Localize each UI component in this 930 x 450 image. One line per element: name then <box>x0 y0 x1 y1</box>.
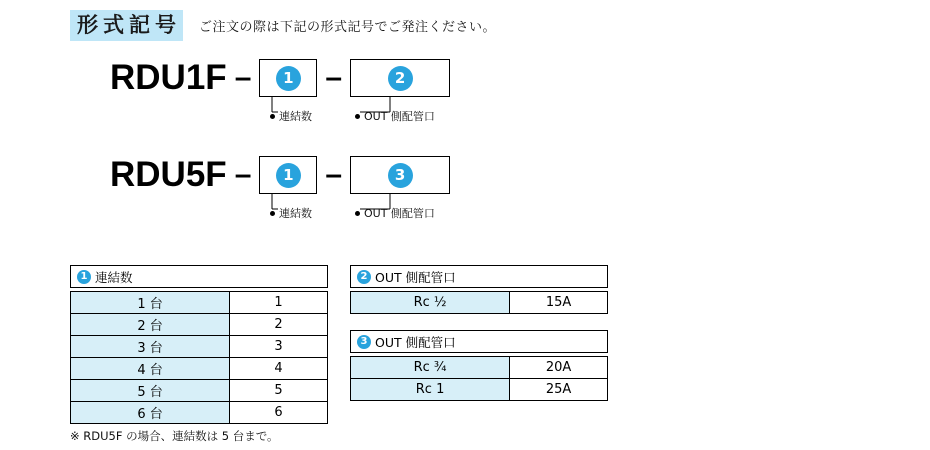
callout-rdu1f-slot1 <box>270 108 312 124</box>
table-out-port-3-header <box>350 330 608 353</box>
table-cell-value: 5 <box>230 380 328 402</box>
page-title-char-1: 形 <box>77 13 98 37</box>
circle-number-3-icon: 3 <box>388 163 413 188</box>
bullet-icon <box>270 211 275 216</box>
table-row <box>71 336 328 358</box>
model-code-base-2: RDU5F <box>110 155 227 194</box>
table-cell-value: 1 <box>230 292 328 314</box>
callout-rdu1f-slot2 <box>355 108 435 124</box>
table-cell-key: Rc 1 <box>351 379 510 401</box>
table-renketsu-body <box>70 291 328 424</box>
page-title-char-2: 式 <box>103 13 124 37</box>
model-code-slot-1-1 <box>259 59 317 97</box>
table-out-port-2-title: OUT 側配管口 <box>375 269 456 285</box>
table-cell-value: 25A <box>510 379 608 401</box>
footnote: ※ RDU5F の場合、連結数は 5 台まで。 <box>70 429 279 443</box>
circle-number-3-icon: 3 <box>357 335 371 349</box>
table-out-port-3-title: OUT 側配管口 <box>375 334 456 350</box>
model-code-rdu1f <box>110 58 450 98</box>
table-row <box>351 357 608 379</box>
table-out-port-2-header <box>350 265 608 288</box>
table-renketsu-header <box>70 265 328 288</box>
model-code-dash-1a: – <box>234 61 252 94</box>
table-row <box>71 380 328 402</box>
table-row <box>71 358 328 380</box>
table-row <box>71 292 328 314</box>
callout-rdu5f-slot2 <box>355 205 435 221</box>
model-code-dash-1b: – <box>325 61 343 94</box>
circle-number-1-icon: 1 <box>276 163 301 188</box>
table-cell-value: 6 <box>230 402 328 424</box>
table-cell-key: 4 台 <box>71 358 230 380</box>
table-renketsu <box>70 265 328 424</box>
page-title-char-3: 記 <box>129 13 150 37</box>
table-cell-key: 2 台 <box>71 314 230 336</box>
table-cell-value: 3 <box>230 336 328 358</box>
callout-label: OUT 側配管口 <box>364 207 435 220</box>
callout-label: 連結数 <box>279 207 312 220</box>
order-instruction-text: ご注文の際は下記の形式記号でご発注ください。 <box>199 20 497 36</box>
circle-number-1-icon: 1 <box>276 66 301 91</box>
bullet-icon <box>270 114 275 119</box>
circle-number-2-icon: 2 <box>357 270 371 284</box>
table-out-port-3 <box>350 330 608 401</box>
bullet-icon <box>355 211 360 216</box>
circle-number-2-icon: 2 <box>388 66 413 91</box>
table-out-port-3-body <box>350 356 608 401</box>
table-cell-value: 20A <box>510 357 608 379</box>
bullet-icon <box>355 114 360 119</box>
table-cell-value: 4 <box>230 358 328 380</box>
table-cell-key: 6 台 <box>71 402 230 424</box>
table-cell-key: 1 台 <box>71 292 230 314</box>
model-code-slot-2-1 <box>259 156 317 194</box>
table-cell-value: 15A <box>510 292 608 314</box>
circle-number-1-icon: 1 <box>77 270 91 284</box>
table-cell-key: 3 台 <box>71 336 230 358</box>
page-header <box>70 10 496 41</box>
model-code-rdu5f <box>110 155 450 195</box>
table-cell-value: 2 <box>230 314 328 336</box>
table-cell-key: Rc ½ <box>351 292 510 314</box>
table-row <box>351 292 608 314</box>
model-code-dash-2b: – <box>325 158 343 191</box>
table-out-port-2-body <box>350 291 608 314</box>
callout-label: 連結数 <box>279 110 312 123</box>
table-row <box>71 402 328 424</box>
table-row <box>351 379 608 401</box>
table-row <box>71 314 328 336</box>
table-cell-key: Rc ¾ <box>351 357 510 379</box>
table-renketsu-title: 連結数 <box>95 269 133 285</box>
table-out-port-2 <box>350 265 608 314</box>
model-code-slot-2-2 <box>350 156 450 194</box>
callout-label: OUT 側配管口 <box>364 110 435 123</box>
table-cell-key: 5 台 <box>71 380 230 402</box>
page-title-char-4: 号 <box>155 13 176 37</box>
model-code-base-1: RDU1F <box>110 58 227 97</box>
callout-rdu5f-slot1 <box>270 205 312 221</box>
page-title <box>70 10 183 41</box>
model-code-dash-2a: – <box>234 158 252 191</box>
model-code-slot-1-2 <box>350 59 450 97</box>
